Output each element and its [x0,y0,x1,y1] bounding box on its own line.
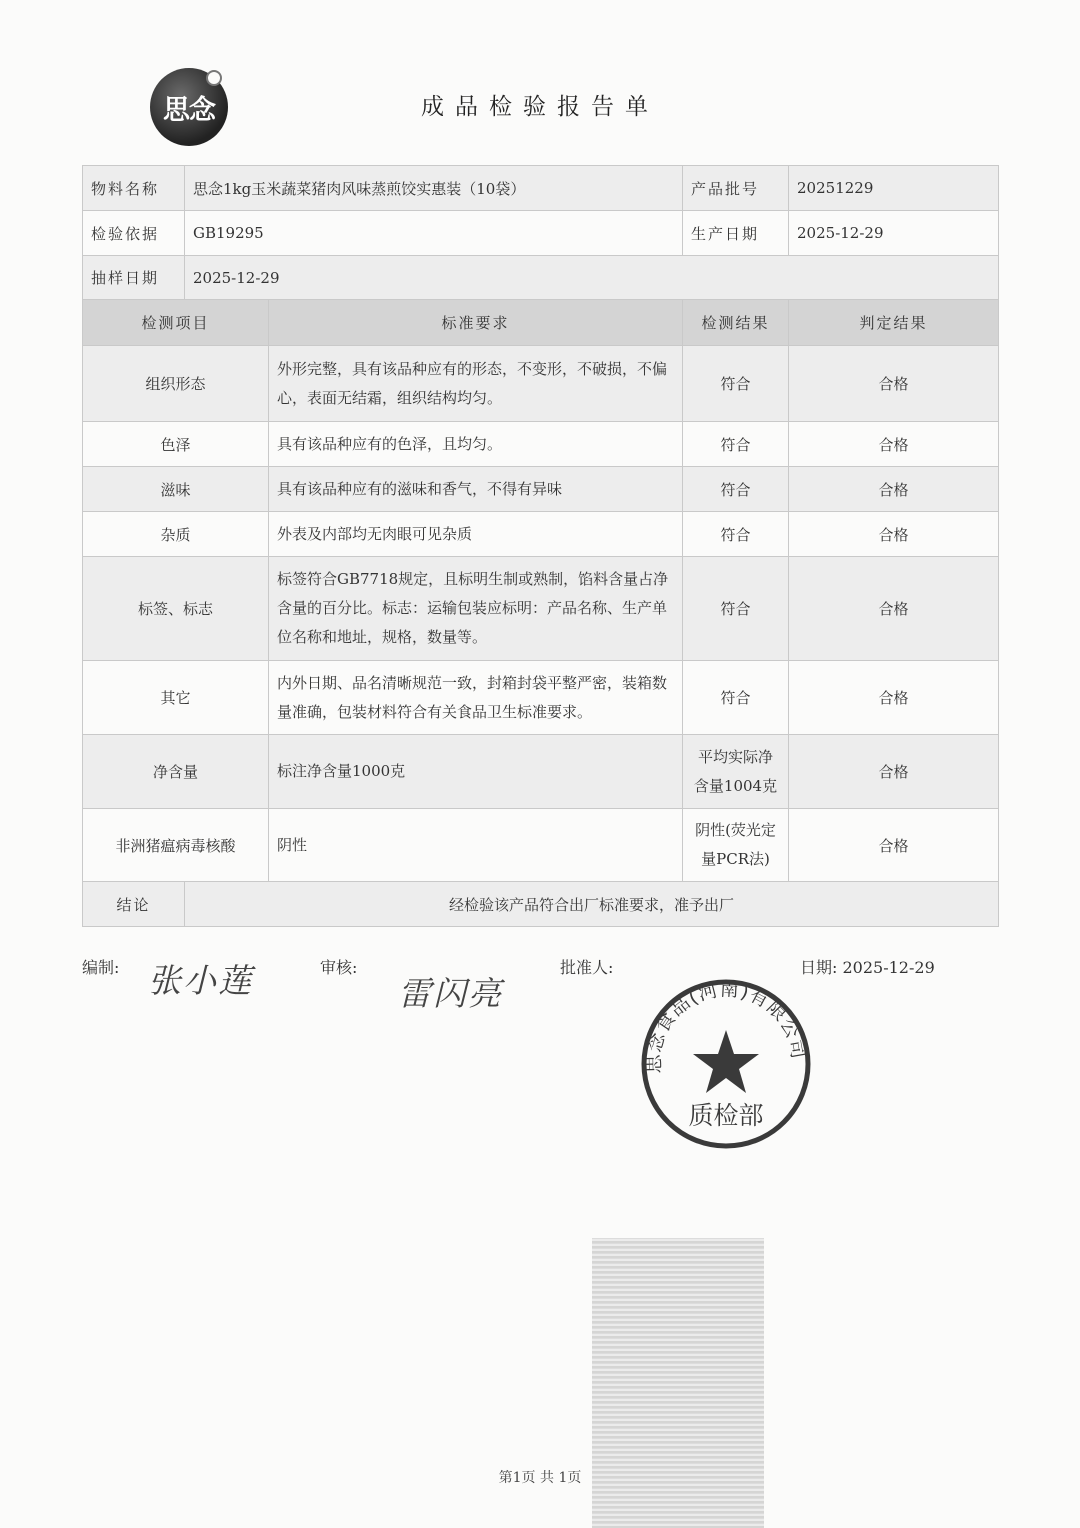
material-value: 思念1kg玉米蔬菜猪肉风味蒸煎饺实惠装（10袋） [185,166,683,211]
row-result: 符合 [683,422,789,467]
row-standard: 标注净含量1000克 [269,735,683,809]
row-item: 滋味 [83,467,269,512]
header-judgement: 判定结果 [789,300,999,346]
compiled-signature: 张小莲 [148,961,253,1000]
date-value: 2025-12-29 [842,958,935,977]
logo-mark-icon [206,70,222,86]
row-judgement: 合格 [789,557,999,661]
material-label: 物料名称 [83,166,185,211]
quality-dept-seal [640,978,812,1150]
row-standard: 具有该品种应有的色泽，且均匀。 [269,422,683,467]
seal-center-text: 质检部 [688,1101,764,1130]
table-row [83,809,999,882]
row-result: 符合 [683,557,789,661]
production-date-label: 生产日期 [683,211,789,256]
row-result: 符合 [683,346,789,422]
batch-label: 产品批号 [683,166,789,211]
row-standard: 内外日期、品名清晰规范一致，封箱封袋平整严密，装箱数量准确，包装材料符合有关食品卫生标准要求。 [269,661,683,735]
header-result: 检测结果 [683,300,789,346]
row-result: 符合 [683,661,789,735]
review-label: 审核: [320,958,358,977]
page-number: 第1页 共 1页 [498,1470,582,1486]
table-row [83,422,999,467]
table-row [83,512,999,557]
row-item: 净含量 [83,735,269,809]
row-standard: 具有该品种应有的滋味和香气，不得有异味 [269,467,683,512]
company-logo [150,68,228,146]
star-icon [693,1030,759,1093]
header-item: 检测项目 [83,300,269,346]
compiled-label: 编制: [82,958,120,977]
table-row [83,346,999,422]
inspection-table [82,165,999,927]
row-item: 其它 [83,661,269,735]
table-row [83,735,999,809]
basis-value: GB19295 [185,211,683,256]
info-row-sample-date [83,256,999,300]
header-standard: 标准要求 [269,300,683,346]
date-label: 日期: [800,958,838,977]
page-title: 成品检验报告单 [421,94,659,120]
seal-ring-text: 思念食品(河南)有限公司 [642,978,810,1074]
row-item: 色泽 [83,422,269,467]
row-item: 标签、标志 [83,557,269,661]
row-judgement: 合格 [789,422,999,467]
conclusion-label: 结论 [83,882,185,927]
row-item: 组织形态 [83,346,269,422]
row-judgement: 合格 [789,735,999,809]
table-row [83,467,999,512]
info-row-material [83,166,999,211]
row-standard: 阴性 [269,809,683,882]
table-row [83,557,999,661]
row-item: 非洲猪瘟病毒核酸 [83,809,269,882]
conclusion-text: 经检验该产品符合出厂标准要求，准予出厂 [185,882,999,927]
sample-date-value: 2025-12-29 [185,256,999,300]
conclusion-row [83,882,999,927]
logo-text: 思念 [163,94,215,126]
row-judgement: 合格 [789,346,999,422]
row-result: 平均实际净含量1004克 [683,735,789,809]
basis-label: 检验依据 [83,211,185,256]
date-block [800,955,935,978]
table-header-row [83,300,999,346]
row-judgement: 合格 [789,467,999,512]
row-item: 杂质 [83,512,269,557]
batch-value: 20251229 [789,166,999,211]
row-standard: 外形完整，具有该品种应有的形态，不变形，不破损，不偏心，表面无结霜，组织结构均匀。 [269,346,683,422]
row-result: 符合 [683,512,789,557]
approver-label: 批准人: [560,958,614,977]
row-judgement: 合格 [789,661,999,735]
row-judgement: 合格 [789,512,999,557]
review-signature: 雷闪亮 [398,974,503,1013]
row-result: 阴性(荧光定量PCR法) [683,809,789,882]
production-date-value: 2025-12-29 [789,211,999,256]
table-row [83,661,999,735]
info-row-basis [83,211,999,256]
row-standard: 外表及内部均无肉眼可见杂质 [269,512,683,557]
row-standard: 标签符合GB7718规定，且标明生制或熟制，馅料含量占净含量的百分比。标志：运输包装应标明：产品名称、生产单位名称和地址，规格，数量等。 [269,557,683,661]
sample-date-label: 抽样日期 [83,256,185,300]
row-judgement: 合格 [789,809,999,882]
row-result: 符合 [683,467,789,512]
